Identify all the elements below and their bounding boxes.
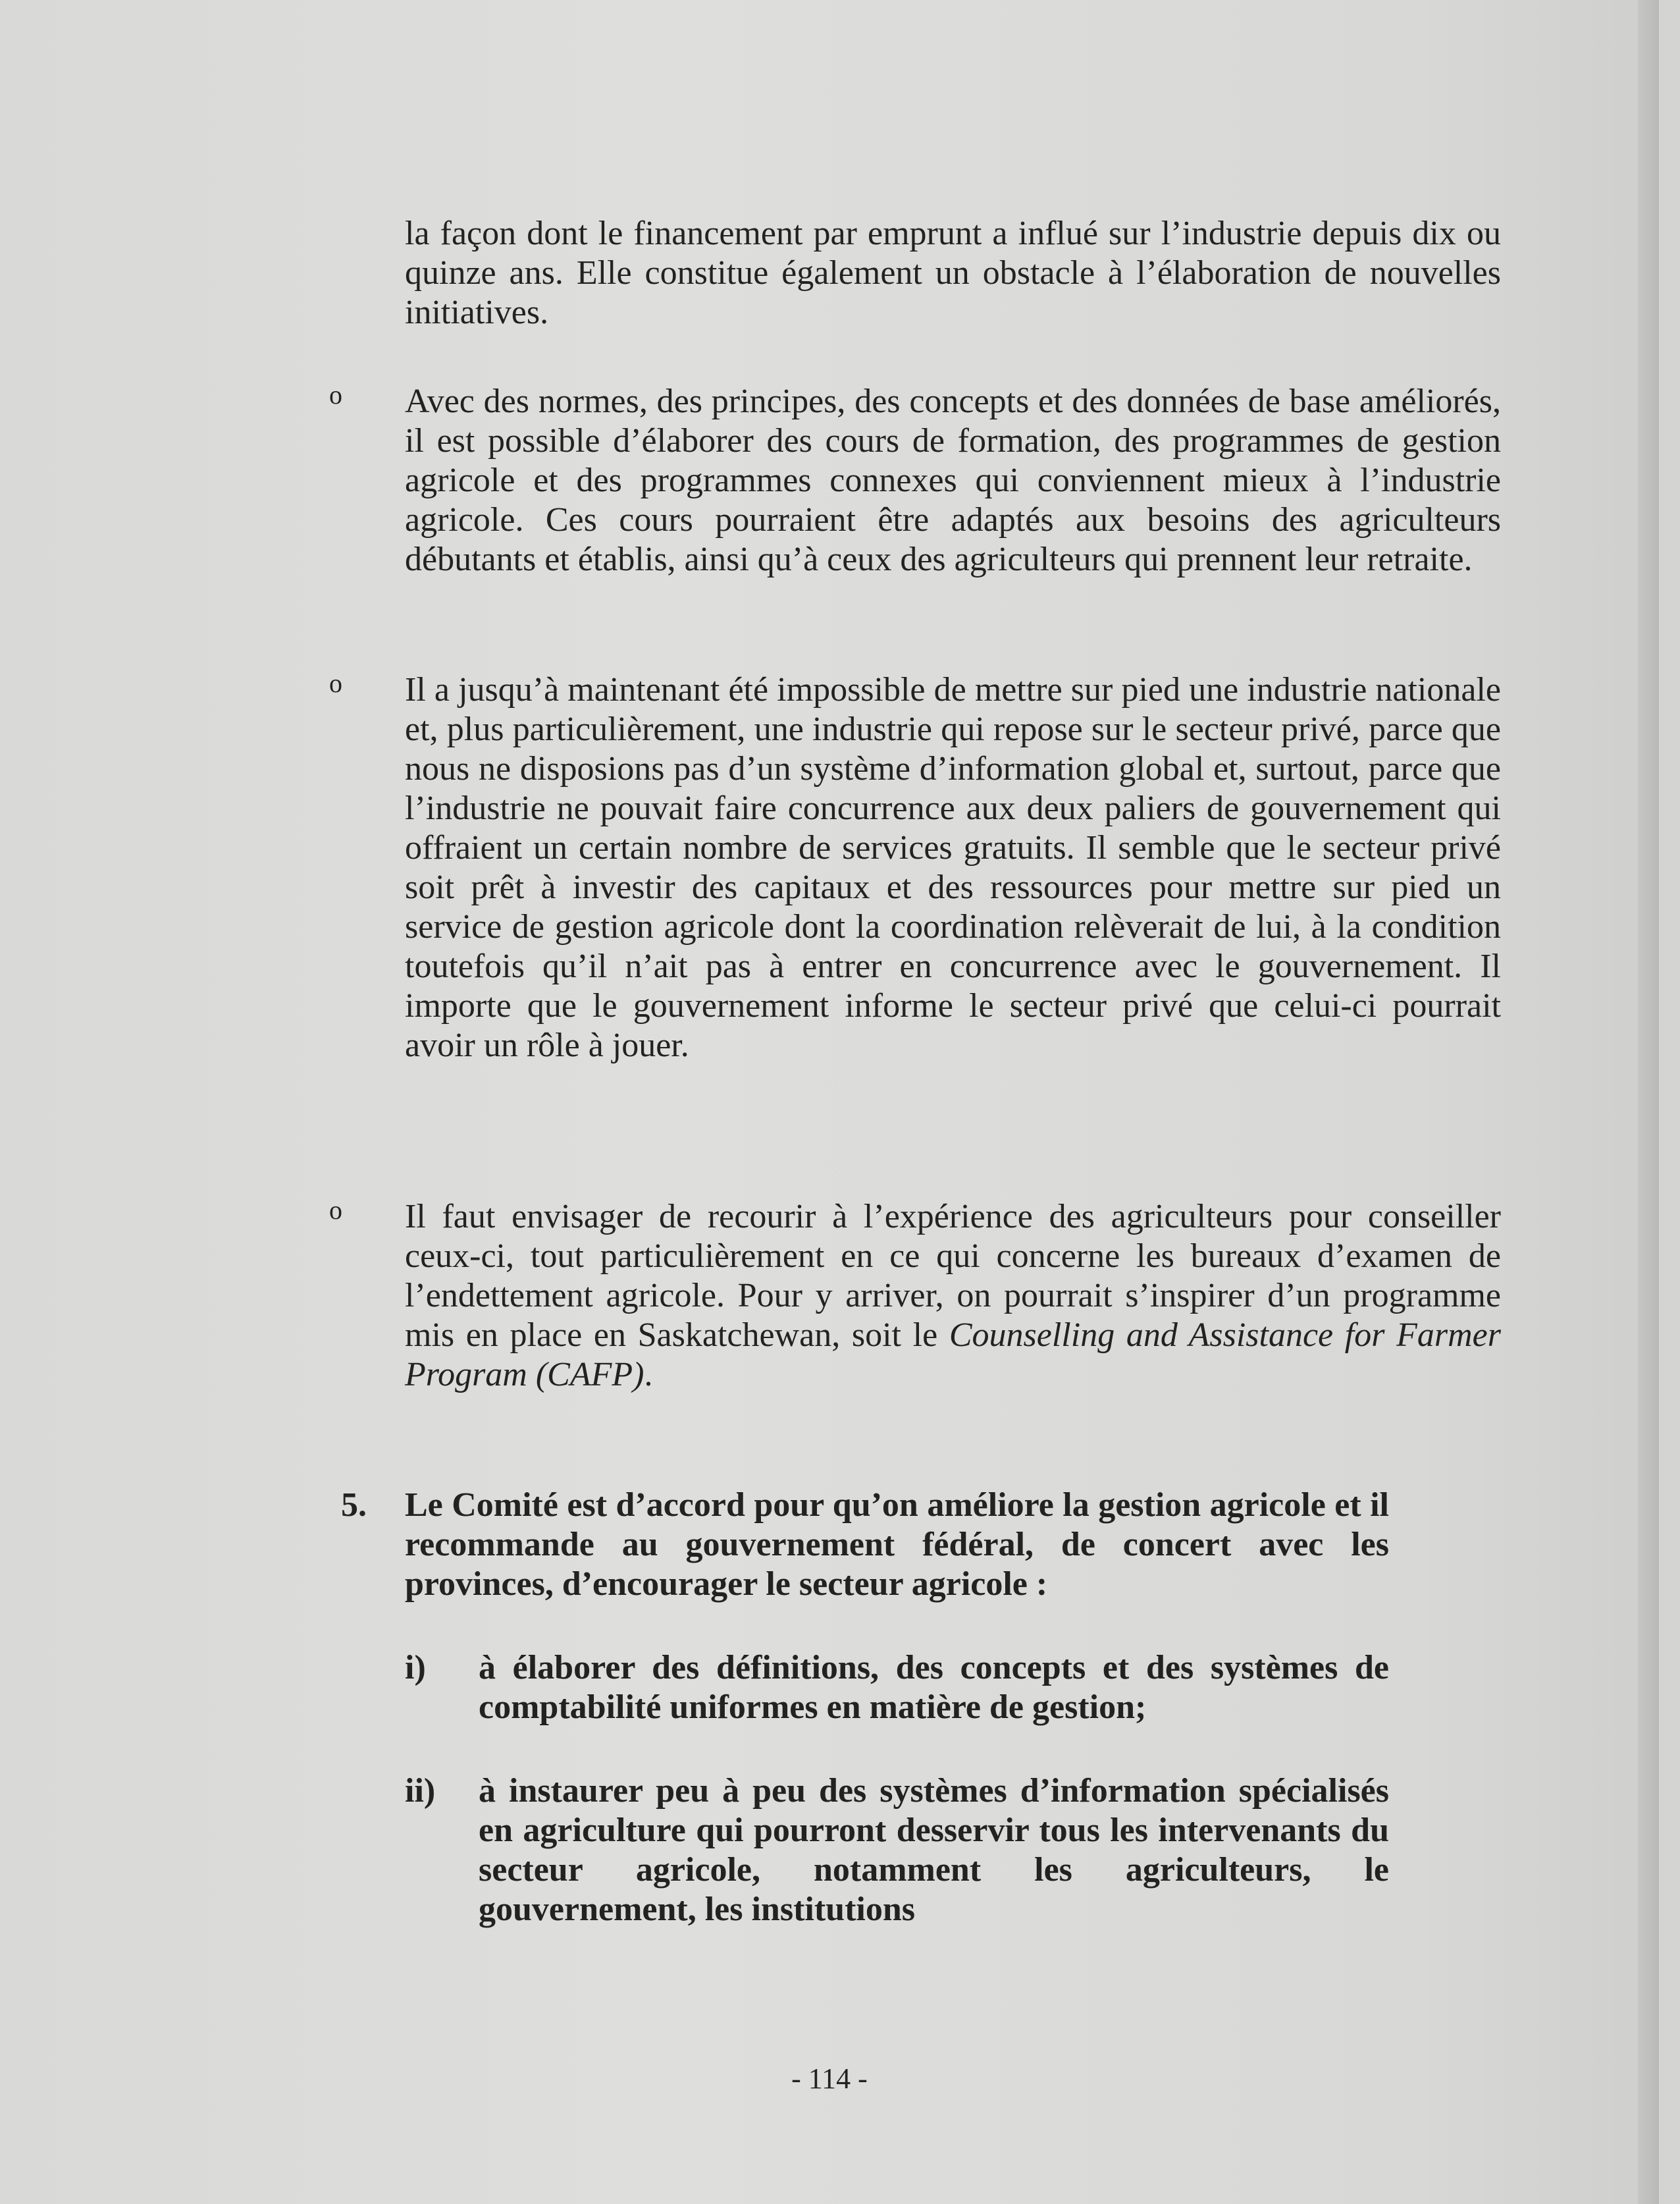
- bullet-marker: o: [329, 668, 342, 698]
- paragraph-continuation: la façon dont le financement par emprunt a influé sur l’industrie depuis dix ou quinze ans. Elle constitue également un obstacle à l’élaboration de nouvelles initiatives.: [405, 215, 1501, 331]
- bullet-marker: o: [329, 1195, 342, 1225]
- page-edge: [1638, 0, 1659, 2204]
- recommendation-text: Le Comité est d’accord pour qu’on améliore la gestion agricole et il recommande au gouvernement fédéral, de concert avec les provinces, d’encourager le secteur agricole :: [405, 1486, 1389, 1603]
- program-name: Counselling and Assistance for Farmer Program (CAFP): [405, 1316, 1502, 1393]
- page-number: - 114 -: [791, 2062, 868, 2095]
- recommendation-item-marker: ii): [405, 1772, 436, 1810]
- bullet-paragraph-3: Il faut envisager de recourir à l’expérience des agriculteurs pour conseiller ceux-ci, tout particulièrement en ce qui concerne les bureaux d’examen de l’endettement agricole. Pour y arriver, on pourrait s’inspirer d’un programme mis en place en Saskatchewan, soit le Counselling and Assistance for Farmer Program (CAFP).: [405, 1198, 1502, 1393]
- recommendation-item: à élaborer des définitions, des concepts et des systèmes de comptabilité uniformes en matière de gestion;: [479, 1649, 1389, 1726]
- recommendation-number: 5.: [341, 1486, 367, 1524]
- bullet-paragraph-2: Il a jusqu’à maintenant été impossible de mettre sur pied une industrie nationale et, plus particulièrement, une industrie qui repose sur le secteur privé, parce que nous ne disposions pas d’un système d’information global et, surtout, parce que l’industrie ne pouvait faire concurrence aux deux paliers de gouvernement qui offraient un certain nombre de services gratuits. Il semble que le secteur privé soit prêt à investir des capitaux et des ressources pour mettre sur pied un service de gestion agricole dont la coordination relèverait de lui, à la condition toutefois qu’il n’ait pas à entrer en concurrence avec le gouvernement. Il importe que le gouvernement informe le secteur privé que celui-ci pourrait avoir un rôle à jouer.: [405, 671, 1501, 1064]
- bullet-paragraph-1: Avec des normes, des principes, des concepts et des données de base améliorés, il est possible d’élaborer des cours de formation, des programmes de gestion agricole et des programmes connexes qui conviennent mieux à l’industrie agricole. Ces cours pourraient être adaptés aux besoins des agriculteurs débutants et établis, ainsi qu’à ceux des agriculteurs qui prennent leur retraite.: [405, 383, 1501, 578]
- recommendation-item: à instaurer peu à peu des systèmes d’information spécialisés en agriculture qui pourront desservir tous les intervenants du secteur agricole, notamment les agriculteurs, le gouvernement, les institutions: [479, 1772, 1389, 1928]
- bullet-marker: o: [329, 380, 342, 410]
- recommendation-item-marker: i): [405, 1649, 426, 1686]
